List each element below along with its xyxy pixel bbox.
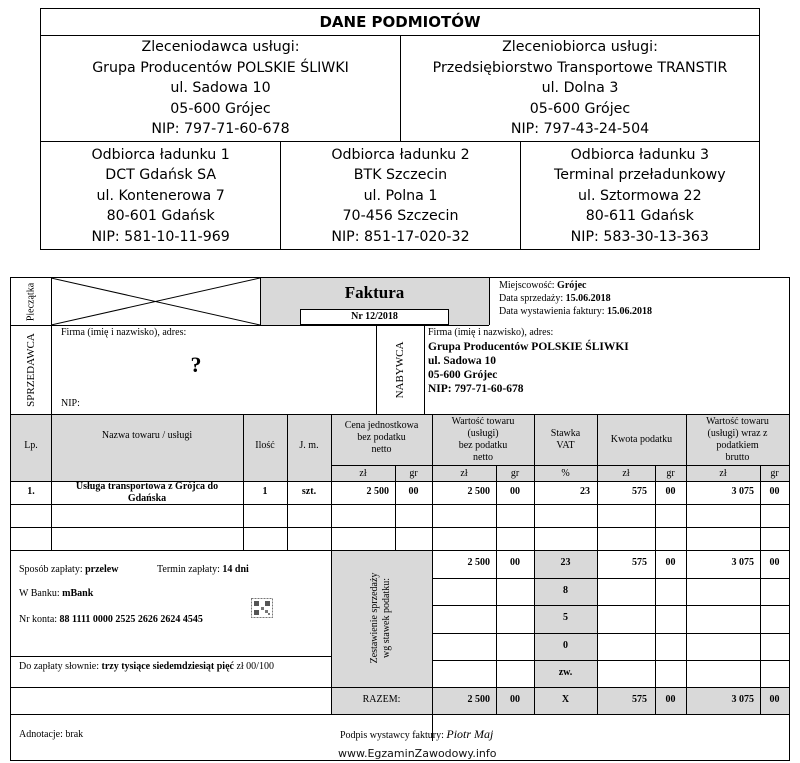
col-qty: Ilość (255, 440, 275, 451)
odbiorca1-cell (41, 142, 280, 250)
sub-zl: zł (460, 468, 468, 479)
col-net-value (432, 416, 534, 464)
invoice-number: Nr 12/2018 (351, 311, 398, 322)
item-net-zl: 2 500 (467, 486, 490, 497)
col-net-value-line: netto (473, 452, 493, 463)
summary-net-zl: 2 500 (467, 557, 490, 568)
payment-term-row (157, 564, 249, 575)
words-label: Do zapłaty słownie: (19, 661, 99, 672)
col-unit: J. m. (299, 440, 319, 451)
odbiorca1-line: 80-601 Gdańsk (106, 208, 215, 225)
col-net-value-line: Wartość towaru (451, 416, 515, 427)
zleceniobiorca-line: NIP: 797-43-24-504 (510, 121, 650, 138)
zleceniobiorca-line: ul. Dolna 3 (541, 80, 619, 97)
entities-title: DANE PODMIOTÓW (41, 9, 759, 36)
odbiorca1-line: DCT Gdańsk SA (105, 167, 217, 184)
buyer-line: Grupa Producentów POLSKIE ŚLIWKI (428, 341, 629, 353)
issue-date-label: Data wystawienia faktury: (499, 306, 605, 317)
stamp-cross-icon (51, 278, 260, 325)
zleceniodawca-line: Zleceniodawca usługi: (141, 39, 300, 56)
odbiorca3-line: Terminal przeładunkowy (554, 167, 726, 184)
col-lp: Lp. (24, 440, 38, 451)
odbiorca1-line: NIP: 581-10-11-969 (91, 228, 230, 245)
invoice-number-box (300, 309, 449, 325)
odbiorca2-line: NIP: 851-17-020-32 (331, 228, 470, 245)
summary-rate: 23 (560, 557, 571, 568)
zleceniobiorca-cell (400, 36, 759, 141)
col-net-value-line: bez podatku (458, 440, 508, 451)
summary-label-line: wg stawek podatku: (381, 578, 392, 659)
sub-gr: gr (409, 468, 418, 479)
summary-rate: zw. (558, 667, 573, 678)
total-rate: X (561, 694, 570, 705)
item-name-line: Gdańska (127, 493, 167, 504)
seller-field-label: Firma (imię i nazwisko), adres: (61, 327, 187, 338)
payment-method-label: Sposób zapłaty: (19, 564, 83, 575)
summary-gross-gr: 00 (769, 557, 780, 568)
invoice-form (10, 277, 790, 761)
col-unit-price-line: bez podatku (357, 432, 406, 443)
seller-nip-label: NIP: (61, 398, 80, 409)
words-value: trzy tysiące siedemdziesiąt pięć (101, 661, 234, 672)
words-suffix: zł 00/100 (236, 661, 274, 672)
col-unit-price-line: Cena jednostkowa (344, 420, 419, 431)
bank-value: mBank (62, 588, 94, 599)
summary-rate: 0 (563, 640, 568, 651)
col-gross-value-line: podatkiem (716, 440, 759, 451)
notes-label: Adnotacje: (19, 729, 63, 740)
payment-term-value: 14 dni (222, 564, 249, 575)
col-unit-price (331, 420, 432, 456)
buyer-details (428, 340, 629, 396)
sub-pct: % (561, 468, 570, 479)
total-gross-gr: 00 (769, 694, 780, 705)
place-label: Miejscowość: (499, 280, 555, 291)
entities-table (40, 8, 760, 250)
odbiorca2-line: Odbiorca ładunku 2 (331, 146, 470, 163)
issue-date-row (499, 306, 652, 317)
summary-tax-gr: 00 (665, 557, 676, 568)
sub-gr: gr (510, 468, 520, 479)
watermark: www.EgzaminZawodowy.info (338, 747, 497, 760)
col-net-value-line: (usługi) (467, 428, 499, 439)
payment-method-row (19, 564, 118, 575)
buyer-line: NIP: 797-71-60-678 (428, 383, 524, 395)
buyer-label: NABYWCA (394, 341, 406, 399)
col-vat-rate (534, 428, 597, 452)
summary-label-line: Zestawienie sprzedaży (369, 572, 380, 664)
item-qty: 1 (262, 486, 268, 497)
bank-label: W Banku: (19, 588, 60, 599)
signature-row (340, 727, 493, 742)
place-row (499, 280, 586, 291)
stamp-label: Pieczątka (25, 282, 37, 322)
buyer-line: 05-600 Grójec (428, 369, 498, 381)
total-tax-zl: 575 (632, 694, 647, 705)
sub-zl: zł (359, 468, 367, 479)
sub-gr: gr (666, 468, 675, 479)
col-tax-amount: Kwota podatku (610, 434, 673, 445)
notes-value: brak (65, 729, 84, 740)
account-row (19, 614, 203, 625)
item-unit-price-zl: 2 500 (366, 486, 389, 497)
notes-row (19, 729, 83, 740)
zleceniodawca-cell (41, 36, 400, 141)
item-tax-gr: 00 (665, 486, 676, 497)
col-unit-price-line: netto (371, 444, 392, 455)
total-net-gr: 00 (510, 694, 520, 705)
signature-label: Podpis wystawcy faktury: (340, 730, 444, 741)
sale-date-label: Data sprzedaży: (499, 293, 564, 304)
odbiorca3-line: NIP: 583-30-13-363 (570, 228, 709, 245)
place-value: Grójec (557, 280, 587, 291)
item-name-line: Usługa transportowa z Grójca do (75, 481, 219, 492)
col-name: Nazwa towaru / usługi (101, 430, 193, 441)
words-row (19, 661, 274, 672)
odbiorca2-cell (280, 142, 519, 250)
zleceniobiorca-line: 05-600 Grójec (529, 100, 631, 117)
odbiorca1-line: ul. Kontenerowa 7 (96, 187, 225, 204)
total-gross-zl: 3 075 (731, 694, 754, 705)
odbiorca3-line: 80-611 Gdańsk (585, 208, 694, 225)
col-gross-value-line: Wartość towaru (706, 416, 769, 427)
summary-label (369, 573, 393, 664)
item-gross-gr: 00 (769, 486, 780, 497)
summary-net-gr: 00 (510, 557, 520, 568)
col-gross-value-line: (usługi) wraz z (707, 428, 768, 439)
summary-gross-zl: 3 075 (731, 557, 754, 568)
item-net-gr: 00 (510, 486, 520, 497)
item-lp: 1. (27, 486, 35, 497)
sale-date-row (499, 293, 611, 304)
zleceniodawca-line: NIP: 797-71-60-678 (151, 121, 290, 138)
summary-rate: 8 (563, 585, 568, 596)
sale-date-value: 15.06.2018 (565, 293, 611, 304)
total-label: RAZEM: (362, 694, 401, 705)
account-value: 88 1111 0000 2525 2626 2624 4545 (59, 614, 203, 625)
zleceniodawca-line: 05-600 Grójec (170, 100, 271, 117)
payment-term-label: Termin zapłaty: (157, 564, 220, 575)
sub-zl: zł (719, 468, 727, 479)
qr-code-icon (251, 598, 273, 618)
sub-zl: zł (622, 468, 630, 479)
col-gross-value-line: brutto (725, 452, 750, 463)
signature-value: Piotr Maj (446, 727, 494, 741)
issue-date-value: 15.06.2018 (607, 306, 653, 317)
zleceniodawca-line: ul. Sadowa 10 (170, 80, 271, 97)
odbiorca2-line: 70-456 Szczecin (342, 208, 459, 225)
item-unit: szt. (301, 486, 317, 497)
summary-tax-zl: 575 (632, 557, 647, 568)
sub-gr: gr (770, 468, 779, 479)
buyer-field-label: Firma (imię i nazwisko), adres: (428, 327, 554, 338)
total-tax-gr: 00 (665, 694, 676, 705)
odbiorca3-line: ul. Sztormowa 22 (578, 187, 702, 204)
invoice-title: Faktura (344, 283, 405, 302)
zleceniobiorca-line: Przedsiębiorstwo Transportowe TRANSTIR (432, 59, 728, 76)
zleceniodawca-line: Grupa Producentów POLSKIE ŚLIWKI (92, 59, 349, 76)
item-unit-price-gr: 00 (408, 486, 419, 497)
col-gross-value (686, 416, 789, 464)
odbiorca3-line: Odbiorca ładunku 3 (570, 146, 709, 163)
odbiorca2-line: BTK Szczecin (353, 167, 448, 184)
col-vat-rate-line: Stawka (550, 428, 581, 439)
bank-row (19, 588, 93, 599)
buyer-line: ul. Sadowa 10 (428, 355, 497, 367)
item-gross-zl: 3 075 (731, 486, 754, 497)
odbiorca1-line: Odbiorca ładunku 1 (91, 146, 230, 163)
odbiorca3-cell (520, 142, 759, 250)
account-label: Nr konta: (19, 614, 58, 625)
seller-label: SPRZEDAWCA (25, 333, 37, 407)
odbiorca2-line: ul. Polna 1 (363, 187, 438, 204)
item-vat: 23 (580, 486, 590, 497)
item-name (51, 481, 243, 505)
total-net-zl: 2 500 (467, 694, 490, 705)
payment-method-value: przelew (85, 564, 119, 575)
zleceniobiorca-line: Zleceniobiorca usługi: (502, 39, 658, 56)
item-tax-zl: 575 (632, 486, 647, 497)
col-vat-rate-line: VAT (556, 440, 575, 451)
seller-unknown: ? (190, 352, 202, 377)
summary-rate: 5 (563, 612, 568, 623)
